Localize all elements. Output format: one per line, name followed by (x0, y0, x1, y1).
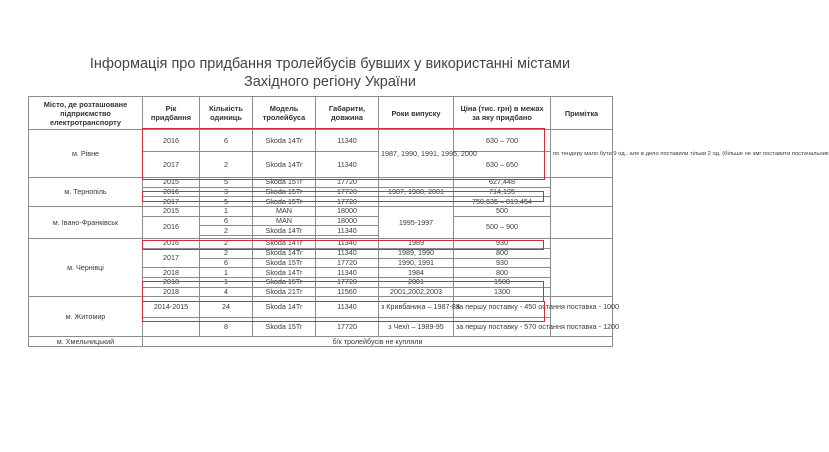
years-built-cell: 1989 (379, 239, 454, 249)
note-cell: по тендеру мало бути 9 од., але в дело поставили тільки 2 од. (більше не змг поставити постачальник (551, 130, 613, 178)
note-cell (551, 178, 613, 207)
model-cell: Skoda 14Tr (253, 248, 316, 258)
years-built-cell: з Чехії – 1989-95 (379, 318, 454, 337)
qty-cell: 3 (200, 187, 253, 197)
years-built-cell: 1987, 1990, 1991, 1995, 2000 (379, 130, 454, 178)
years-built-cell: 2001 (379, 277, 454, 287)
length-cell: 18000 (316, 216, 379, 226)
year-cell: 2018 (143, 287, 200, 297)
table-row (29, 239, 613, 249)
table-row (29, 207, 613, 217)
qty-cell: 6 (200, 258, 253, 268)
years-built-cell (379, 197, 454, 207)
model-cell: MAN (253, 207, 316, 217)
year-cell: 2017 (143, 197, 200, 207)
length-cell: 11340 (316, 130, 379, 152)
title-line-1: Інформація про придбання тролейбусів бувших у використанні містами (89, 56, 571, 72)
price-cell: 500 (454, 207, 551, 217)
purchase-table (28, 96, 829, 347)
years-built-cell: 2001,2002,2003 (379, 287, 454, 297)
header-city: Місто, де розташоване підприємство електротранспорту (29, 97, 143, 130)
model-cell: Skoda 15Tr (253, 318, 316, 337)
qty-cell: 5 (200, 178, 253, 188)
price-cell: 500 – 900 (454, 216, 551, 238)
years-built-cell: з Кривбаника – 1987-88 (379, 297, 454, 318)
length-cell: 11340 (316, 239, 379, 249)
model-cell: Skoda 15Tr (253, 258, 316, 268)
length-cell: 17720 (316, 318, 379, 337)
price-cell: 930 (454, 239, 551, 249)
model-cell: Skoda 14Tr (253, 130, 316, 152)
price-cell: 1500 (454, 277, 551, 287)
header-note: Примітка (551, 97, 613, 130)
header-dims: Габарити, довжина (316, 97, 379, 130)
model-cell: Skoda 14Tr (253, 152, 316, 178)
title-line-2: Західного регіону України (243, 74, 417, 90)
qty-cell: 1 (200, 207, 253, 217)
header-qty: Кількість одиниць (200, 97, 253, 130)
model-cell: Skoda 14Tr (253, 297, 316, 318)
model-cell: Skoda 15Tr (253, 197, 316, 207)
price-cell: 627,448 (454, 178, 551, 188)
qty-cell: 8 (200, 318, 253, 337)
header-price: Ціна (тис. грн) в межах за яку придбано (454, 97, 551, 130)
qty-cell: 2 (200, 239, 253, 249)
city-rivne: м. Рівне (29, 130, 143, 178)
years-built-cell: 1995-1997 (379, 207, 454, 239)
price-cell: 930 (454, 258, 551, 268)
header-model: Модель тролейбуса (253, 97, 316, 130)
price-cell: 800 (454, 268, 551, 278)
length-cell: 11560 (316, 287, 379, 297)
note-cell (551, 239, 613, 297)
city-ivano-frankivsk: м. Івано-Франківськ (29, 207, 143, 239)
price-cell: 1300 (454, 287, 551, 297)
year-cell: 2017 (143, 248, 200, 267)
length-cell: 17720 (316, 277, 379, 287)
years-built-cell: 1987, 1988, 2001 (379, 187, 454, 197)
model-cell: Skoda 15Tr (253, 187, 316, 197)
length-cell: 11340 (316, 297, 379, 318)
years-built-cell (379, 178, 454, 188)
price-cell: 800 (454, 248, 551, 258)
header-year: Рік придбання (143, 97, 200, 130)
qty-cell: 5 (200, 197, 253, 207)
qty-cell: 6 (200, 130, 253, 152)
price-cell: за першу поставку - 570 остання поставка - 1200 (454, 318, 551, 337)
length-cell: 11340 (316, 152, 379, 178)
length-cell: 11340 (316, 248, 379, 258)
qty-cell: 1 (200, 277, 253, 287)
price-cell: 750,635 – 819,454 (454, 197, 551, 207)
price-cell: 630 – 650 (454, 152, 551, 178)
qty-cell: 24 (200, 297, 253, 318)
page-title (70, 55, 590, 91)
model-cell: MAN (253, 216, 316, 226)
length-cell: 11340 (316, 268, 379, 278)
header-row (29, 97, 613, 130)
city-khmelnytskyi: м. Хмельницький (29, 337, 143, 347)
qty-cell: 2 (200, 248, 253, 258)
price-cell: 714,195 (454, 187, 551, 197)
length-cell: 17720 (316, 187, 379, 197)
model-cell: Skoda 21Tr (253, 287, 316, 297)
length-cell: 11340 (316, 226, 379, 236)
qty-cell: 6 (200, 216, 253, 226)
year-cell: 2018 (143, 277, 200, 287)
city-zhytomyr: м. Житомир (29, 297, 143, 337)
year-cell: 2016 (143, 130, 200, 152)
price-cell: 630 – 700 (454, 130, 551, 152)
qty-cell: 1 (200, 268, 253, 278)
year-cell: 2014-2015 (143, 297, 200, 318)
model-cell: Skoda 14Tr (253, 226, 316, 236)
table-row (29, 297, 613, 318)
year-cell: 2018 (143, 268, 200, 278)
years-built-cell: 1989, 1990 (379, 248, 454, 258)
year-cell: 2016 (143, 216, 200, 238)
qty-cell: 4 (200, 287, 253, 297)
year-cell: 2015 (143, 178, 200, 188)
year-cell: 2016 (143, 187, 200, 197)
note-cell (551, 207, 613, 239)
table-row (29, 178, 613, 188)
no-purchase-cell: б/к тролейбусів не купляли (143, 337, 613, 347)
model-cell: Skoda 15Tr (253, 178, 316, 188)
table-row (29, 130, 613, 152)
qty-cell: 2 (200, 226, 253, 236)
length-cell: 17720 (316, 197, 379, 207)
years-built-cell: 1990, 1991 (379, 258, 454, 268)
price-cell: за першу поставку - 450 остання поставка - 1000 (454, 297, 551, 318)
model-cell: Skoda 14Tr (253, 268, 316, 278)
length-cell: 17720 (316, 178, 379, 188)
year-cell: 2017 (143, 152, 200, 178)
city-ternopil: м. Тернопіль (29, 178, 143, 207)
year-cell (143, 318, 200, 337)
year-cell: 2015 (143, 207, 200, 217)
model-cell: Skoda 14Tr (253, 239, 316, 249)
years-built-cell: 1984 (379, 268, 454, 278)
model-cell: Skoda 15Tr (253, 277, 316, 287)
length-cell: 18000 (316, 207, 379, 217)
qty-cell: 2 (200, 152, 253, 178)
city-chernivtsi: м. Чернівці (29, 239, 143, 297)
header-years-built: Роки випуску (379, 97, 454, 130)
year-cell: 2016 (143, 239, 200, 249)
length-cell: 17720 (316, 258, 379, 268)
table-row (29, 337, 613, 347)
